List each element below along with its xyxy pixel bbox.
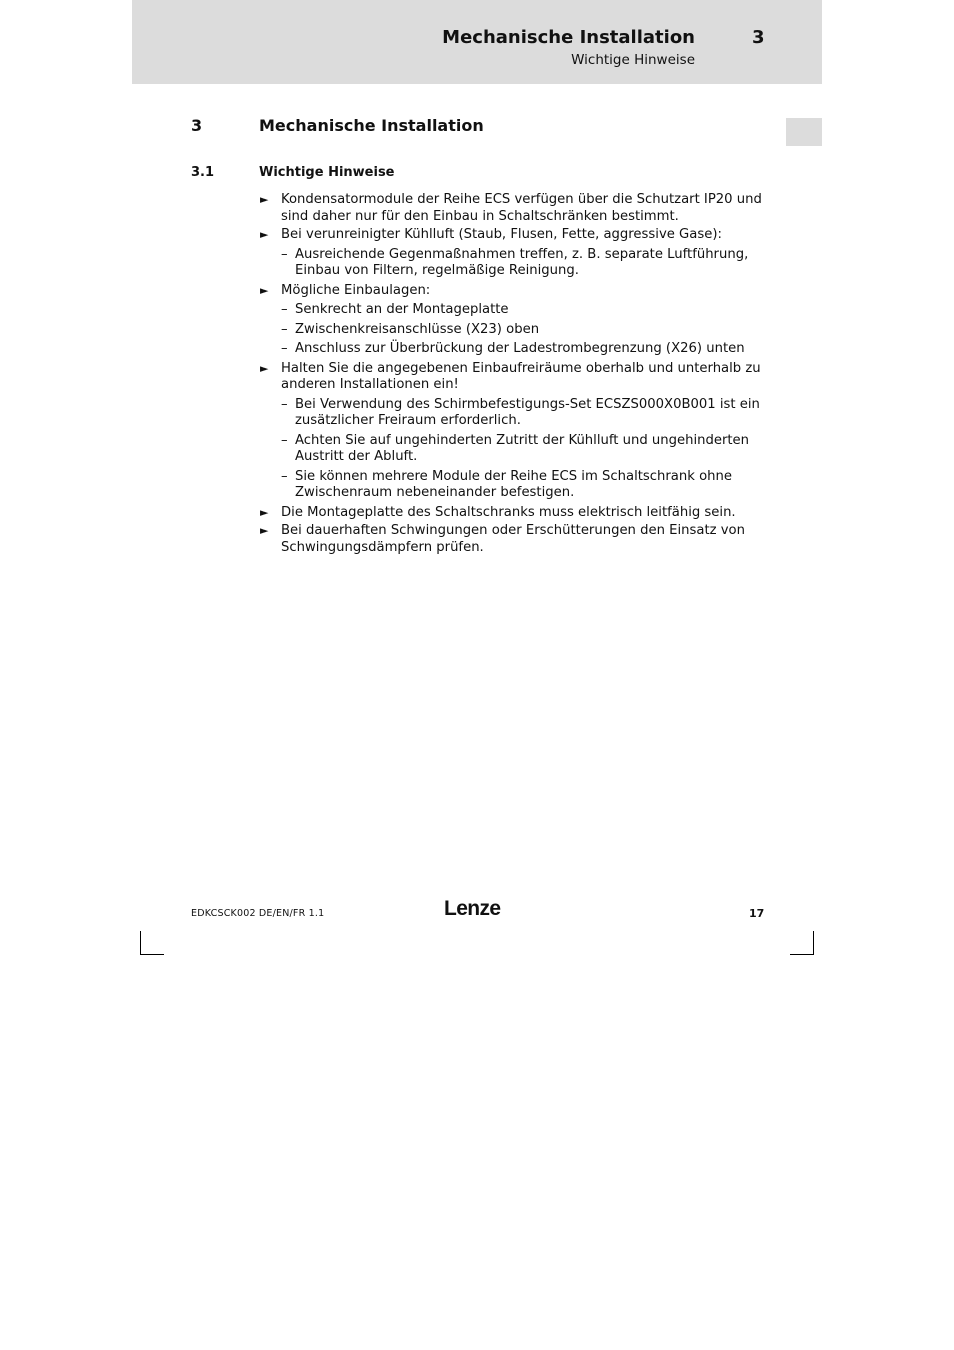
list-item-text: Die Montageplatte des Schaltschranks muss elektrisch leitfähig sein. [281,504,736,520]
list-item-text: Bei verunreinigter Kühlluft (Staub, Flusen, Fette, aggressive Gase): [281,227,722,242]
chapter-side-tab [786,118,822,146]
sub-list-item-text: Ausreichende Gegenmaßnahmen treffen, z. B. separate Luftführung, Einbau von Filtern, regelmäßige Reinigung. [295,246,749,278]
bullet-arrow-icon: ► [260,193,269,206]
dash-marker: – [281,321,288,337]
list-item-text: Halten Sie die angegebenen Einbaufreiräume oberhalb und unterhalb zu anderen Installationen ein! [281,360,761,392]
list-item-text: Bei dauerhaften Schwingungen oder Erschütterungen den Einsatz von Schwingungsdämpfern prüfen. [281,523,745,555]
subsection-title: Wichtige Hinweise [259,165,395,180]
header-band [132,0,822,84]
sub-list-item [259,302,769,319]
header-subtitle: Wichtige Hinweise [571,52,695,68]
bullet-arrow-icon: ► [260,524,269,537]
list-item [259,523,769,556]
list-item-text: Mögliche Einbaulagen: [281,282,431,298]
bullet-arrow-icon: ► [260,228,269,241]
subsection-number: 3.1 [191,165,215,180]
sub-list-item [259,433,769,466]
list-item [259,505,769,522]
sub-list-item-text: Bei Verwendung des Schirmbefestigungs-Set ECSZS000X0B001 ist ein zusätzlicher Freiraum erforderlich. [295,396,760,428]
crop-mark-left [140,931,141,955]
section-title: Mechanische Installation [259,116,484,135]
list-item-text: Kondensatormodule der Reihe ECS verfügen über die Schutzart IP20 und sind daher nur für den Einbau in Schaltschränken bestimmt. [281,192,762,224]
crop-mark-right [790,954,814,955]
sub-list-item [259,469,769,502]
list-item [259,192,769,225]
bullet-arrow-icon: ► [260,361,269,375]
list-item [259,283,769,300]
dash-marker: – [281,302,288,317]
list-item [259,227,769,244]
sub-list-item [259,247,769,280]
header-chapter-number: 3 [752,27,765,48]
dash-marker: – [281,341,288,356]
notes-list [259,192,769,558]
dash-marker: – [281,468,288,484]
page-number: 17 [749,907,765,920]
bullet-arrow-icon: ► [260,505,269,519]
dash-marker: – [281,432,288,448]
header-title: Mechanische Installation [442,27,695,48]
sub-list-item-text: Achten Sie auf ungehinderten Zutritt der Kühlluft und ungehinderten Austritt der Abluft. [295,432,750,464]
sub-list-item-text: Senkrecht an der Montageplatte [295,302,509,317]
sub-list-item [259,322,769,339]
crop-mark-left [140,954,164,955]
sub-list-item [259,397,769,430]
dash-marker: – [281,396,288,412]
crop-mark-right [813,931,814,955]
list-item [259,361,769,394]
dash-marker: – [281,246,288,262]
sub-list-item-text: Zwischenkreisanschlüsse (X23) oben [295,321,540,337]
bullet-arrow-icon: ► [260,283,269,297]
document-id: EDKCSCK002 DE/EN/FR 1.1 [191,908,325,919]
sub-list-item [259,341,769,358]
lenze-logo: Lenze [444,897,501,920]
sub-list-item-text: Anschluss zur Überbrückung der Ladestrombegrenzung (X26) unten [295,341,745,356]
sub-list-item-text: Sie können mehrere Module der Reihe ECS im Schaltschrank ohne Zwischenraum nebeneinander befestigen. [295,468,732,500]
section-number: 3 [191,116,203,135]
